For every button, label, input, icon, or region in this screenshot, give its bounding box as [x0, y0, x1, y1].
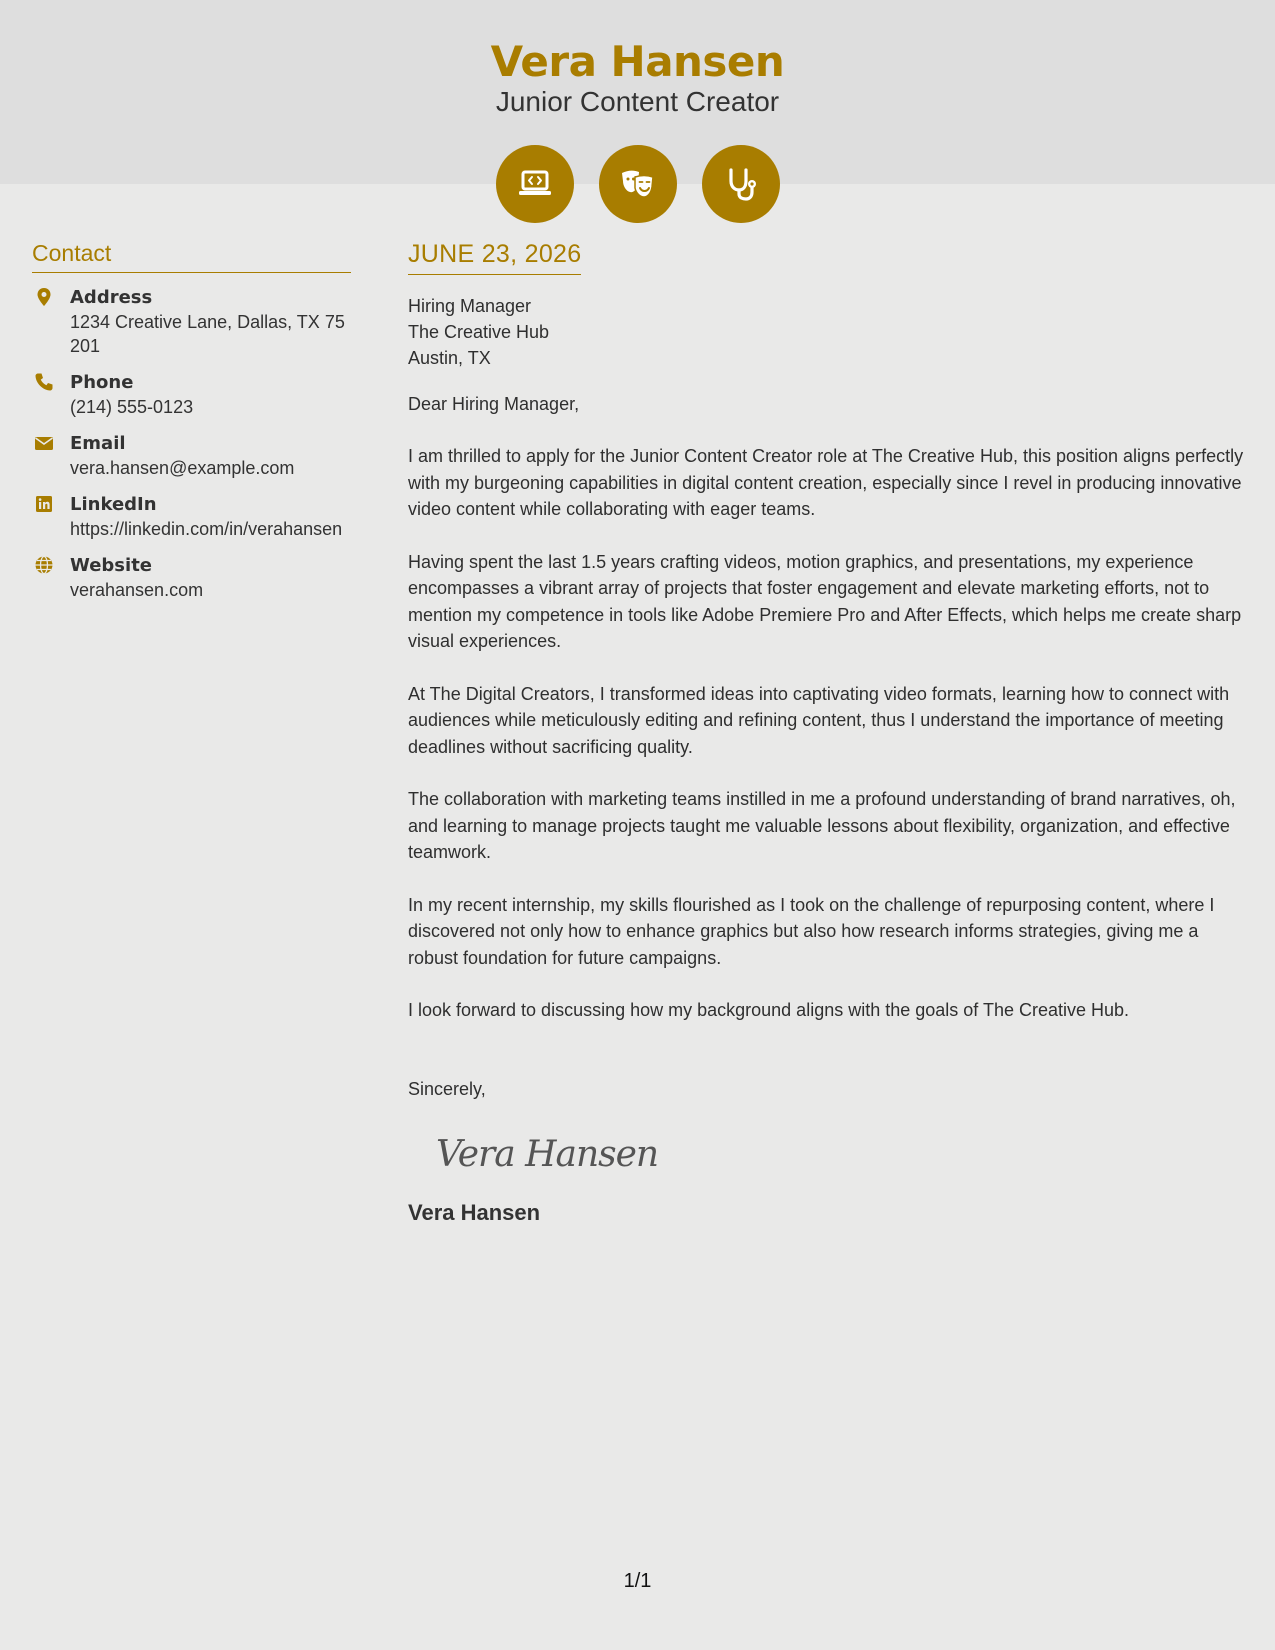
closing: Sincerely,: [408, 1078, 486, 1099]
recipient-line: Austin, TX: [408, 348, 491, 368]
contact-heading: Contact: [32, 238, 351, 273]
letter-paragraph: Having spent the last 1.5 years crafting videos, motion graphics, and presentations, my experience encompasses a vibrant array of projects that foster engagement and elevate marketing efforts, not to mention my competence in tools like Adobe Premiere Pro and After Effects, which helps me create sharp visual experiences.: [408, 551, 1242, 651]
theater-masks-icon: [599, 145, 677, 223]
contact-website: [32, 553, 351, 602]
recipient-block: [408, 293, 1250, 371]
linkedin-icon: [34, 494, 54, 514]
website-label: Website: [70, 555, 153, 576]
contact-phone: [32, 370, 351, 419]
contact-address: [32, 285, 351, 358]
signed-name: Vera Hansen: [408, 1199, 541, 1225]
letter-paragraph: At The Digital Creators, I transformed ideas into captivating video formats, learning how to connect with audiences while meticulously editing and refining content, thus I understand the importance of meeting deadlines without sacrificing quality.: [408, 683, 1230, 757]
laptop-code-icon: [496, 145, 574, 223]
email-label: Email: [70, 433, 126, 454]
address-value: 1234 Creative Lane, Dallas, TX 75201: [70, 312, 345, 356]
map-pin-icon: [34, 287, 54, 307]
contact-section: [32, 238, 351, 602]
linkedin-label: LinkedIn: [70, 494, 157, 515]
page-number: 1/1: [623, 1570, 652, 1592]
address-label: Address: [70, 287, 153, 308]
stethoscope-icon: [702, 145, 780, 223]
letter-paragraph: I look forward to discussing how my background aligns with the goals of The Creative Hub.: [408, 1000, 1130, 1020]
letter-body: [408, 238, 1250, 1228]
recipient-line: The Creative Hub: [408, 322, 550, 342]
salutation: Dear Hiring Manager,: [408, 394, 580, 414]
interest-icons: [0, 145, 1275, 223]
recipient-line: Hiring Manager: [408, 296, 532, 316]
letter-paragraph: I am thrilled to apply for the Junior Content Creator role at The Creative Hub, this position aligns perfectly with my burgeoning capabilities in digital content creation, especially since I revel in producing innovative video content while collaborating with eager teams.: [408, 446, 1244, 519]
candidate-name: Vera Hansen: [490, 37, 785, 86]
contact-email: [32, 431, 351, 480]
linkedin-value[interactable]: https://linkedin.com/in/verahansen: [70, 519, 343, 539]
handwritten-signature: Vera Hansen: [436, 1133, 659, 1175]
website-value[interactable]: verahansen.com: [70, 580, 204, 600]
contact-linkedin: [32, 492, 351, 541]
letter-paragraph: The collaboration with marketing teams instilled in me a profound understanding of brand narratives, oh, and learning to manage projects taught me valuable lessons about flexibility, organization, and effective teamwork.: [408, 789, 1236, 862]
job-title: Junior Content Creator: [495, 86, 780, 117]
envelope-icon: [34, 433, 54, 453]
email-value: vera.hansen@example.com: [70, 458, 295, 478]
globe-icon: [34, 555, 54, 575]
letter-paragraph: In my recent internship, my skills flourished as I took on the challenge of repurposing content, where I discovered not only how to enhance graphics but also how research informs strategies, giving me a robust foundation for future campaigns.: [408, 894, 1215, 968]
phone-value: (214) 555-0123: [70, 397, 194, 417]
letter-date: JUNE 23, 2026: [408, 238, 581, 275]
phone-label: Phone: [70, 372, 134, 393]
phone-icon: [34, 372, 54, 392]
